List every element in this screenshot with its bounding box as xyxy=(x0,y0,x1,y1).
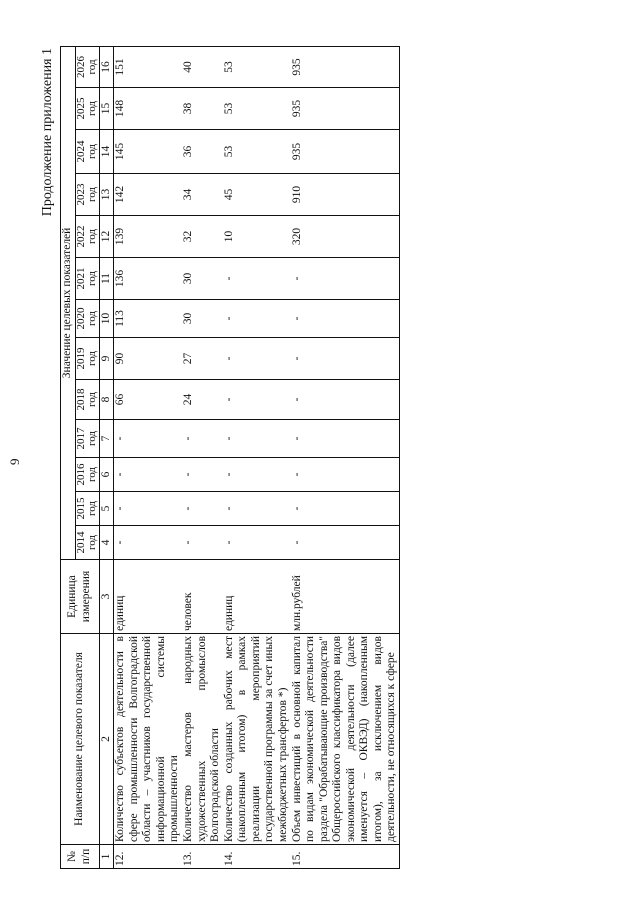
target-value: 30 xyxy=(182,258,223,300)
target-value: 113 xyxy=(114,300,182,338)
header-year xyxy=(75,46,99,87)
indicator-name: Количество созданных рабочих мест (накопленным итогом) в рамках реализации мероприятий государственной программы за счет иных межбюджетных трансфертов *) xyxy=(223,634,291,845)
target-value: - xyxy=(291,300,400,338)
target-value: 45 xyxy=(223,174,291,216)
target-value: - xyxy=(182,458,223,492)
table-row xyxy=(182,46,223,868)
target-value: - xyxy=(223,338,291,380)
header-year-suffix: год xyxy=(86,391,99,408)
target-value: 38 xyxy=(182,88,223,130)
header-year-value: 2019 xyxy=(74,347,87,370)
header-year-value: 2024 xyxy=(74,140,87,163)
target-value: 66 xyxy=(114,380,182,420)
header-year-value: 2018 xyxy=(74,388,87,411)
header-year xyxy=(75,420,99,458)
column-number: 7 xyxy=(99,420,114,458)
header-year-suffix: год xyxy=(86,310,99,327)
target-value: 10 xyxy=(223,216,291,258)
header-year-suffix: год xyxy=(86,143,99,160)
target-value: - xyxy=(182,526,223,560)
header-year-suffix: год xyxy=(86,186,99,203)
target-value: - xyxy=(291,380,400,420)
header-year-suffix: год xyxy=(86,350,99,367)
indicator-name: Количество субъектов деятельности в сфере промышленности Волгоградской области – участников государственной информационной системы промышленности xyxy=(114,634,182,845)
page-number: 9 xyxy=(7,458,22,465)
header-year-suffix: год xyxy=(86,500,99,517)
row-number: 15. xyxy=(291,845,400,869)
column-number: 15 xyxy=(99,88,114,130)
column-number: 16 xyxy=(99,46,114,87)
target-value: 36 xyxy=(182,130,223,174)
target-value: 40 xyxy=(182,46,223,87)
target-value: - xyxy=(223,492,291,526)
target-value: - xyxy=(223,300,291,338)
header-year xyxy=(75,458,99,492)
header-year-value: 2022 xyxy=(74,225,87,248)
target-value: 935 xyxy=(291,46,400,87)
header-year-suffix: год xyxy=(86,270,99,287)
target-value: 53 xyxy=(223,88,291,130)
target-value: - xyxy=(223,458,291,492)
header-year-suffix: год xyxy=(86,228,99,245)
column-number: 8 xyxy=(99,380,114,420)
header-year-value: 2017 xyxy=(74,427,87,450)
column-number: 3 xyxy=(99,560,114,634)
target-value: - xyxy=(182,420,223,458)
target-value: 30 xyxy=(182,300,223,338)
target-value: 148 xyxy=(114,88,182,130)
target-value: - xyxy=(223,258,291,300)
header-unit: Единица измерения xyxy=(61,560,100,634)
header-year-value: 2021 xyxy=(74,267,87,290)
column-number: 4 xyxy=(99,526,114,560)
indicators-table xyxy=(60,46,400,869)
header-row-top xyxy=(61,46,76,868)
header-year-suffix: год xyxy=(86,100,99,117)
unit-of-measure: млн.рублей xyxy=(291,560,400,634)
column-number: 9 xyxy=(99,338,114,380)
header-year-value: 2020 xyxy=(74,307,87,330)
target-value: 34 xyxy=(182,174,223,216)
header-year xyxy=(75,300,99,338)
column-number: 6 xyxy=(99,458,114,492)
column-number: 13 xyxy=(99,174,114,216)
header-year xyxy=(75,338,99,380)
target-value: - xyxy=(114,492,182,526)
column-number: 2 xyxy=(99,634,114,845)
target-value: 90 xyxy=(114,338,182,380)
target-value: - xyxy=(291,338,400,380)
header-year xyxy=(75,380,99,420)
target-value: - xyxy=(223,526,291,560)
target-value: - xyxy=(291,526,400,560)
column-number: 1 xyxy=(99,845,114,869)
target-value: - xyxy=(114,458,182,492)
target-value: 935 xyxy=(291,88,400,130)
header-year-value: 2025 xyxy=(74,97,87,120)
indicator-name: Объем инвестиций в основной капитал по видам экономической деятельности раздела "Обрабатывающие производства" Общероссийского классификатора видов экономической деятельности (далее именуется – ОКВЭД) (накопленным итогом), за исключением видов деятельности, не относящихся к сфере xyxy=(291,634,400,845)
target-value: - xyxy=(291,258,400,300)
row-number: 13. xyxy=(182,845,223,869)
target-value: 139 xyxy=(114,216,182,258)
target-value: - xyxy=(223,420,291,458)
target-value: - xyxy=(114,420,182,458)
target-value: - xyxy=(291,420,400,458)
target-value: - xyxy=(291,458,400,492)
header-name: Наименование целевого показателя xyxy=(61,634,100,845)
target-value: - xyxy=(291,492,400,526)
column-number: 11 xyxy=(99,258,114,300)
indicator-name: Количество мастеров народных художественных промыслов Волгоградской области xyxy=(182,634,223,845)
header-year-value: 2023 xyxy=(74,183,87,206)
target-value: 53 xyxy=(223,46,291,87)
header-year-suffix: год xyxy=(86,430,99,447)
header-year-suffix: год xyxy=(86,59,99,75)
header-year-value: 2016 xyxy=(74,463,87,486)
target-value: 145 xyxy=(114,130,182,174)
header-year xyxy=(75,216,99,258)
table-row xyxy=(223,46,291,868)
header-year-value: 2015 xyxy=(74,497,87,520)
unit-of-measure: человек xyxy=(182,560,223,634)
target-value: - xyxy=(182,492,223,526)
unit-of-measure: единиц xyxy=(114,560,182,634)
target-value: 142 xyxy=(114,174,182,216)
target-value: - xyxy=(223,380,291,420)
header-year-suffix: год xyxy=(86,466,99,483)
table-row xyxy=(114,46,182,868)
header-values-group: Значение целевых показателей xyxy=(61,46,76,559)
table-row xyxy=(291,46,400,868)
target-value: 151 xyxy=(114,46,182,87)
target-value: 24 xyxy=(182,380,223,420)
target-value: - xyxy=(114,526,182,560)
target-value: 32 xyxy=(182,216,223,258)
header-year xyxy=(75,492,99,526)
table-body xyxy=(114,46,400,868)
header-num: № п/п xyxy=(61,845,100,869)
row-number: 12. xyxy=(114,845,182,869)
column-number: 10 xyxy=(99,300,114,338)
header-year-suffix: год xyxy=(86,534,99,551)
header-year-value: 2026 xyxy=(74,55,87,78)
target-value: 27 xyxy=(182,338,223,380)
target-value: 910 xyxy=(291,174,400,216)
row-number: 14. xyxy=(223,845,291,869)
target-value: 320 xyxy=(291,216,400,258)
target-value: 935 xyxy=(291,130,400,174)
column-numbers-row xyxy=(99,46,114,868)
header-year xyxy=(75,174,99,216)
column-number: 14 xyxy=(99,130,114,174)
target-value: 53 xyxy=(223,130,291,174)
header-year-value: 2014 xyxy=(74,531,87,554)
column-number: 5 xyxy=(99,492,114,526)
header-year xyxy=(75,526,99,560)
continuation-label: Продолжение приложения 1 xyxy=(40,48,55,217)
header-year xyxy=(75,88,99,130)
target-value: 136 xyxy=(114,258,182,300)
unit-of-measure: единиц xyxy=(223,560,291,634)
column-number: 12 xyxy=(99,216,114,258)
header-year xyxy=(75,130,99,174)
header-year xyxy=(75,258,99,300)
